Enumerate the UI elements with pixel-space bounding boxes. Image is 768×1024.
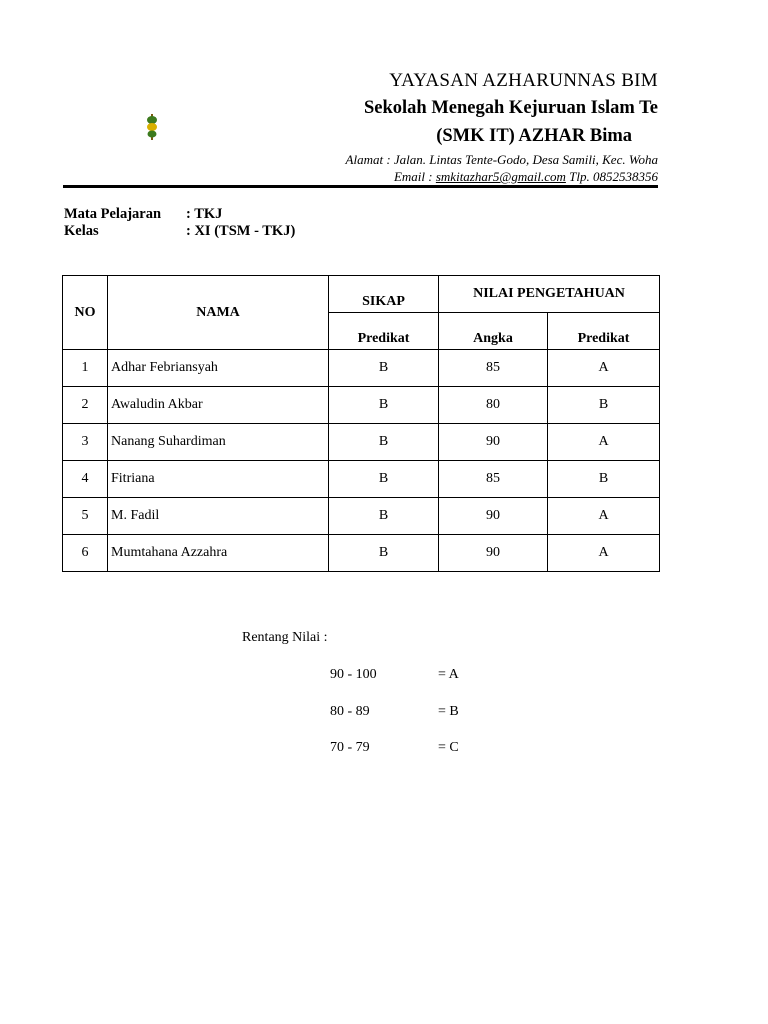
table-row [63, 424, 660, 461]
cell-name: Fitriana [108, 461, 329, 498]
legend-grade: = A [438, 667, 459, 682]
legend-title: Rentang Nilai : [242, 630, 328, 645]
school-short-name: (SMK IT) AZHAR Bima [436, 126, 632, 146]
cell-predikat: A [548, 498, 660, 535]
cell-angka: 80 [439, 387, 548, 424]
legend-range: 90 - 100 [330, 667, 377, 682]
cell-no: 6 [63, 535, 108, 572]
cell-angka: 85 [439, 350, 548, 387]
cell-sikap: B [329, 387, 439, 424]
table-row [63, 387, 660, 424]
cell-sikap: B [329, 350, 439, 387]
cell-angka: 90 [439, 535, 548, 572]
cell-sikap: B [329, 424, 439, 461]
legend-grade: = C [438, 740, 459, 755]
table-header-row [63, 276, 660, 313]
header-divider [63, 185, 658, 188]
cell-predikat: A [548, 424, 660, 461]
foundation-name: YAYASAN AZHARUNNAS BIM [389, 70, 658, 91]
cell-no: 1 [63, 350, 108, 387]
email-label: Email : [393, 169, 436, 184]
table-row [63, 535, 660, 572]
subject-label: Mata Pelajaran [64, 206, 162, 222]
header-pengetahuan: NILAI PENGETAHUAN [439, 276, 660, 313]
cell-angka: 85 [439, 461, 548, 498]
table-row [63, 461, 660, 498]
cell-no: 2 [63, 387, 108, 424]
cell-angka: 90 [439, 424, 548, 461]
class-value: : XI (TSM - TKJ) [186, 223, 296, 239]
school-name: Sekolah Menegah Kejuruan Islam Te [364, 98, 658, 118]
cell-predikat: A [548, 350, 660, 387]
cell-no: 5 [63, 498, 108, 535]
school-address: Alamat : Jalan. Lintas Tente-Godo, Desa Samili, Kec. Woha [345, 152, 658, 167]
contact-line [394, 169, 658, 185]
cell-name: Mumtahana Azzahra [108, 535, 329, 572]
table-row [63, 498, 660, 535]
subheader-angka: Angka [439, 313, 548, 350]
cell-sikap: B [329, 535, 439, 572]
school-logo-icon [146, 114, 158, 140]
cell-name: Nanang Suhardiman [108, 424, 329, 461]
class-label: Kelas [64, 223, 99, 239]
legend-range: 70 - 79 [330, 740, 370, 755]
cell-predikat: B [548, 387, 660, 424]
cell-angka: 90 [439, 498, 548, 535]
cell-name: Adhar Febriansyah [108, 350, 329, 387]
table-row [63, 350, 660, 387]
subject-value: : TKJ [186, 206, 223, 222]
subheader-predikat-sikap: Predikat [329, 313, 439, 350]
cell-name: M. Fadil [108, 498, 329, 535]
cell-sikap: B [329, 498, 439, 535]
subheader-predikat: Predikat [548, 313, 660, 350]
grades-table [62, 275, 660, 572]
email-link[interactable]: smkitazhar5@gmail.com [435, 169, 566, 184]
cell-predikat: B [548, 461, 660, 498]
legend-range: 80 - 89 [330, 704, 370, 719]
cell-no: 4 [63, 461, 108, 498]
header-name: NAMA [108, 276, 329, 350]
cell-sikap: B [329, 461, 439, 498]
letterhead [300, 68, 658, 192]
cell-no: 3 [63, 424, 108, 461]
header-sikap: SIKAP [329, 276, 439, 313]
cell-predikat: A [548, 535, 660, 572]
cell-name: Awaludin Akbar [108, 387, 329, 424]
legend-grade: = B [438, 704, 459, 719]
phone-number: Tlp. 0852538356 [565, 169, 658, 184]
header-no: NO [63, 276, 108, 350]
